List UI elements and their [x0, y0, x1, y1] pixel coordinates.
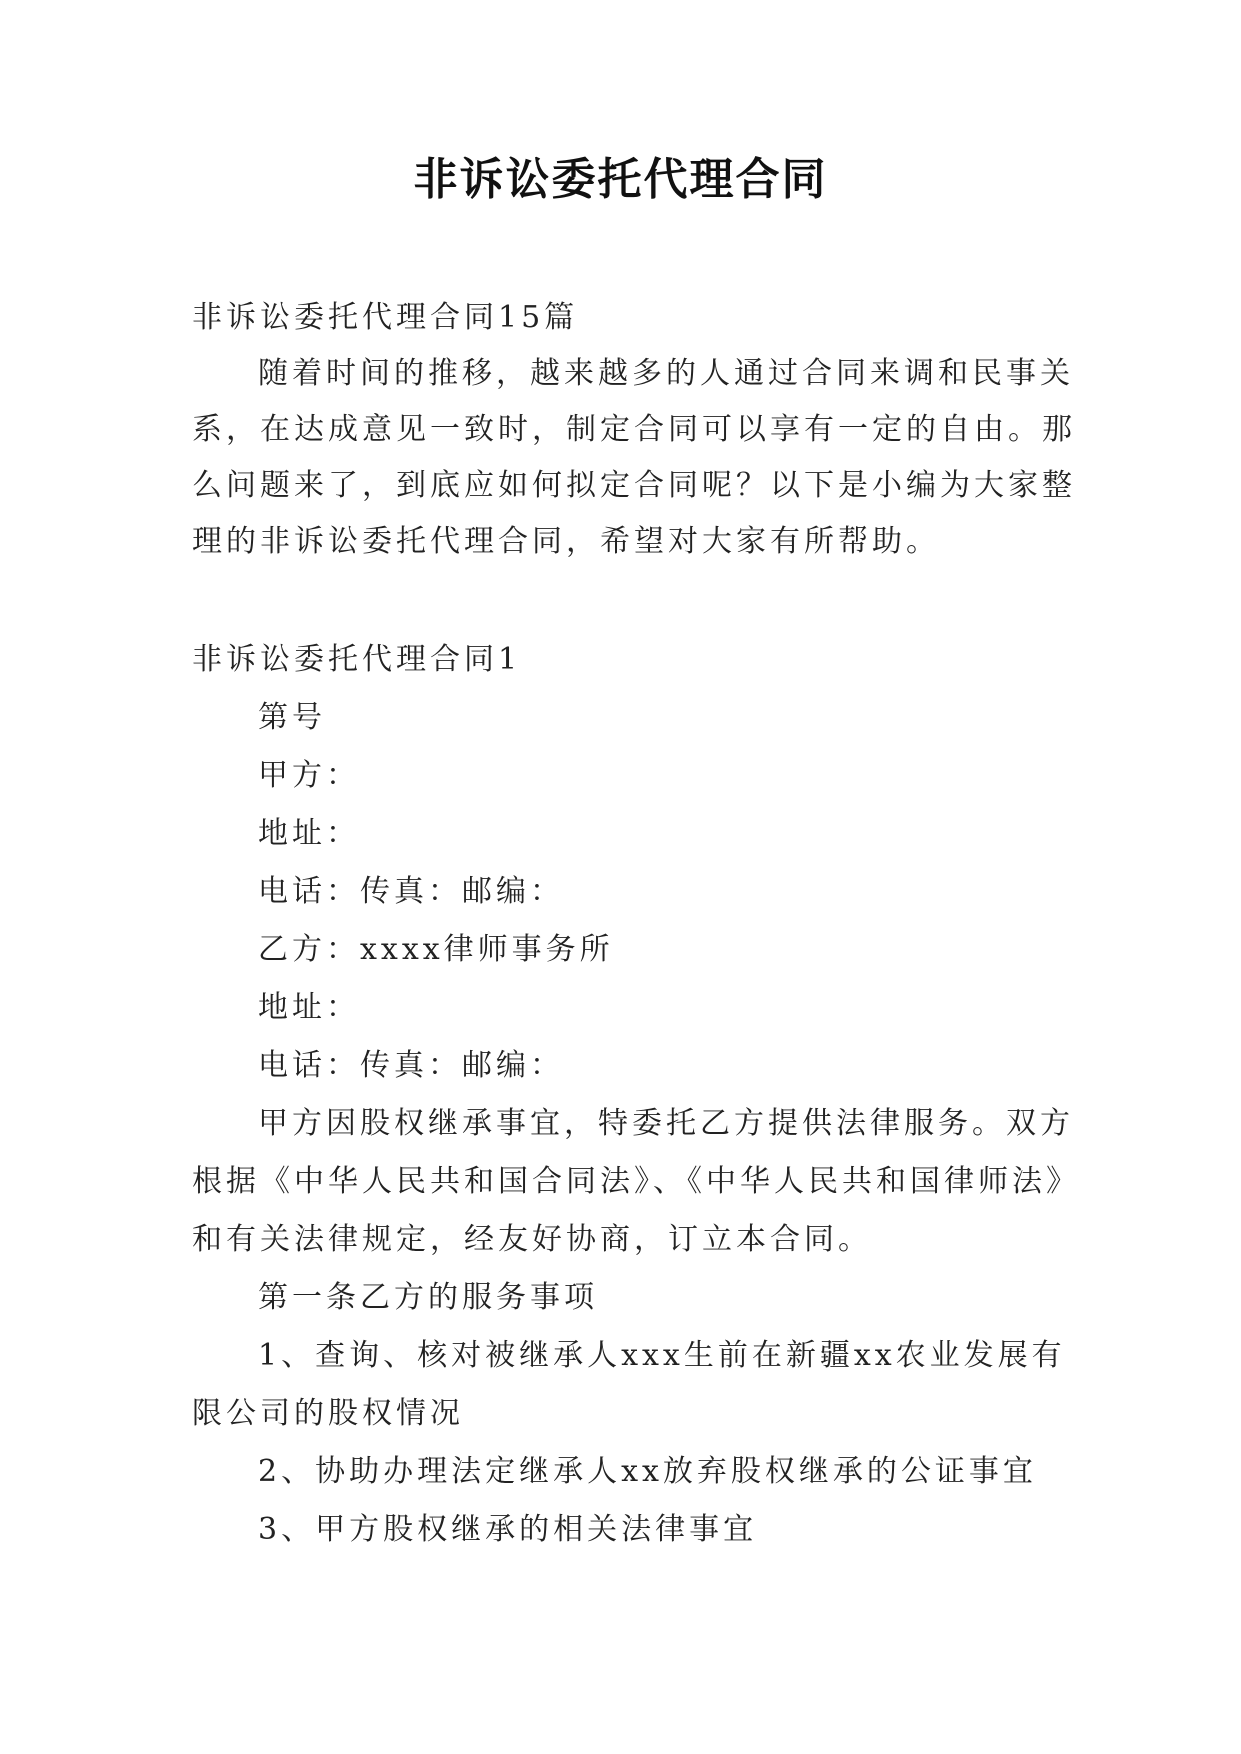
paragraph-line: 甲方因股权继承事宜，特委托乙方提供法律服务。双方	[258, 1106, 1074, 1141]
contact-field: 电话：传真：邮编：	[258, 874, 564, 909]
address-field: 地址：	[258, 816, 360, 851]
list-item: 3、甲方股权继承的相关法律事宜	[258, 1512, 758, 1547]
list-item: 1、查询、核对被继承人xxx生前在新疆xx农业发展有	[258, 1338, 1066, 1373]
section-heading: 非诉讼委托代理合同1	[192, 642, 522, 677]
list-item-continuation: 限公司的股权情况	[192, 1396, 464, 1431]
paragraph-line: 么问题来了，到底应如何拟定合同呢？以下是小编为大家整	[192, 468, 1076, 503]
paragraph-line: 根据《中华人民共和国合同法》、《中华人民共和国律师法》	[192, 1164, 1080, 1199]
page-title: 非诉讼委托代理合同	[413, 154, 828, 205]
party-b-field: 乙方：xxxx律师事务所	[258, 932, 614, 967]
paragraph-line: 随着时间的推移，越来越多的人通过合同来调和民事关	[258, 356, 1074, 391]
paragraph-line: 和有关法律规定，经友好协商，订立本合同。	[192, 1222, 872, 1257]
party-a-field: 甲方：	[258, 758, 360, 793]
paragraph-line: 理的非诉讼委托代理合同，希望对大家有所帮助。	[192, 524, 940, 559]
article-heading: 第一条乙方的服务事项	[258, 1280, 598, 1315]
contact-field: 电话：传真：邮编：	[258, 1048, 564, 1083]
list-item: 2、协助办理法定继承人xx放弃股权继承的公证事宜	[258, 1454, 1037, 1489]
address-field: 地址：	[258, 990, 360, 1025]
paragraph-line: 系，在达成意见一致时，制定合同可以享有一定的自由。那	[192, 412, 1076, 447]
contract-number-field: 第号	[258, 700, 326, 735]
intro-heading: 非诉讼委托代理合同15篇	[192, 300, 579, 335]
